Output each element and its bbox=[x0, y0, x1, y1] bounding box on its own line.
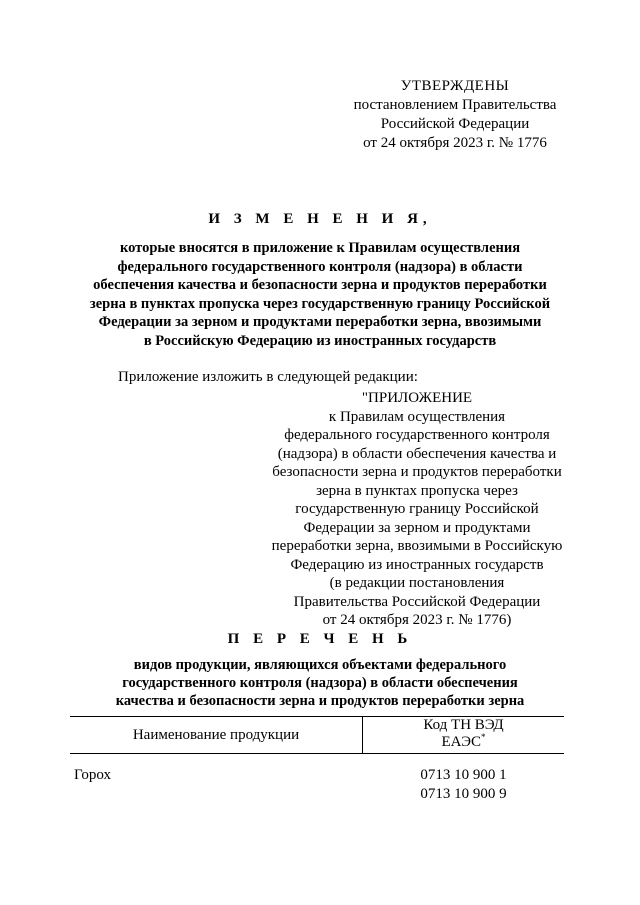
table-row-name: Горох bbox=[74, 767, 111, 783]
list-subtitle-line: государственного контроля (надзора) в области обеспечения bbox=[122, 675, 518, 691]
appendix-line: Правительства Российской Федерации bbox=[293, 593, 541, 610]
list-subtitle-line: качества и безопасности зерна и продуктов переработки зерна bbox=[115, 693, 525, 709]
appendix-line: от 24 октября 2023 г. № 1776) bbox=[322, 612, 512, 628]
approval-heading: УТВЕРЖДЕНЫ bbox=[400, 78, 510, 94]
changes-subtitle-line: федерального государственного контроля (надзора) в области bbox=[117, 258, 523, 275]
changes-subtitle bbox=[60, 239, 580, 350]
table-row-codes bbox=[363, 766, 564, 804]
table-header-border bbox=[70, 753, 564, 754]
changes-title: И З М Е Н Е Н И Я, bbox=[208, 211, 432, 227]
changes-subtitle-line: зерна в пунктах пропуска через государственную границу Российской bbox=[89, 295, 551, 312]
appendix-line: безопасности зерна и продуктов переработки bbox=[272, 464, 562, 480]
appendix-line: Федерации за зерном и продуктами bbox=[303, 519, 531, 536]
table-row-code: 0713 10 900 1 bbox=[420, 767, 507, 783]
footnote-mark: * bbox=[481, 732, 486, 742]
column-header-code-text: ЕАЭС bbox=[441, 734, 482, 750]
appendix-line: "ПРИЛОЖЕНИЕ bbox=[361, 390, 473, 406]
intro-paragraph: Приложение изложить в следующей редакции: bbox=[118, 369, 418, 385]
approval-line: от 24 октября 2023 г. № 1776 bbox=[363, 135, 547, 151]
appendix-line: (надзора) в области обеспечения качества и bbox=[277, 445, 557, 462]
appendix-header-block bbox=[262, 389, 572, 630]
table-row-code: 0713 10 900 9 bbox=[420, 786, 507, 802]
changes-subtitle-line: в Российскую Федерацию из иностранных государств bbox=[143, 332, 497, 349]
changes-subtitle-line: обеспечения качества и безопасности зерна и продуктов переработки bbox=[93, 277, 547, 293]
appendix-line: (в редакции постановления bbox=[329, 575, 505, 591]
column-header-code-line bbox=[363, 734, 564, 751]
approval-line: Российской Федерации bbox=[380, 116, 530, 132]
column-header-name: Наименование продукции bbox=[132, 727, 300, 743]
appendix-line: государственную границу Российской bbox=[295, 501, 539, 517]
appendix-line: зерна в пунктах пропуска через bbox=[316, 482, 518, 499]
appendix-line: Федерацию из иностранных государств bbox=[290, 556, 544, 573]
column-header-code-line: Код ТН ВЭД bbox=[423, 717, 504, 733]
list-title: П Е Р Е Ч Е Н Ь bbox=[227, 631, 413, 647]
approval-line: постановлением Правительства bbox=[353, 97, 557, 113]
appendix-line: переработки зерна, ввозимыми в Российскую bbox=[271, 538, 563, 554]
changes-subtitle-line: Федерации за зерном и продуктами переработки зерна, ввозимыми bbox=[98, 314, 542, 330]
appendix-line: к Правилам осуществления bbox=[328, 408, 506, 425]
list-subtitle-line: видов продукции, являющихся объектами федерального bbox=[133, 657, 507, 673]
approval-block bbox=[340, 77, 570, 153]
appendix-line: федерального государственного контроля bbox=[284, 427, 550, 443]
list-subtitle bbox=[70, 656, 570, 710]
column-header-code bbox=[363, 717, 564, 751]
changes-subtitle-line: которые вносятся в приложение к Правилам осуществления bbox=[119, 240, 521, 256]
